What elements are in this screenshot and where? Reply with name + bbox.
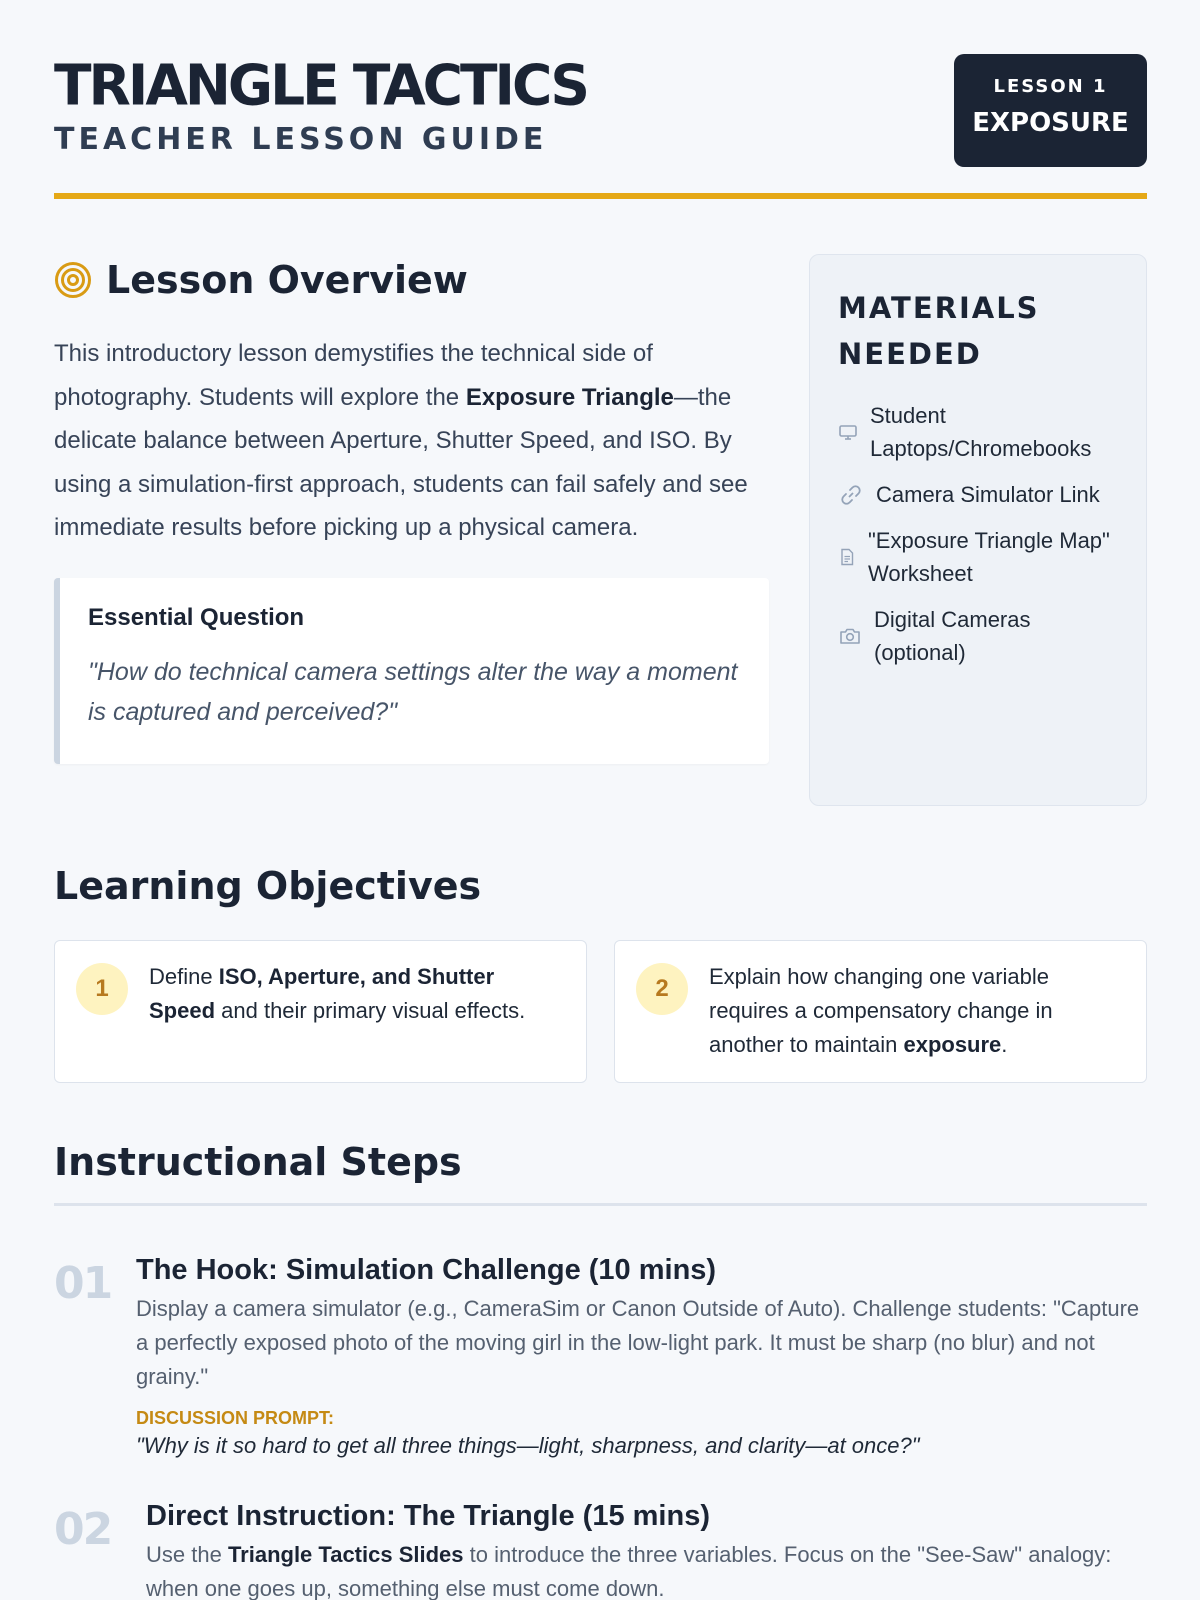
material-label: Digital Cameras (optional) — [874, 607, 1031, 665]
step-description: Display a camera simulator (e.g., CameraSim or Canon Outside of Auto). Challenge students: "Capture a perfectly exposed photo of the moving girl in the low-light park. It must be sharp (no blur) and not grainy." — [136, 1296, 1140, 1389]
objective-card — [614, 940, 1147, 1083]
discussion-prompt-label: DISCUSSION PROMPT: — [136, 1408, 335, 1428]
list-item — [838, 478, 1118, 511]
material-label: Camera Simulator Link — [876, 482, 1100, 507]
overview-text — [54, 332, 769, 550]
essential-question-box — [54, 578, 769, 764]
objective-text — [149, 960, 562, 1028]
objective-text-bold: ISO, Aperture, and Shutter Speed — [149, 964, 495, 1023]
objective-number: 2 — [636, 963, 688, 1015]
guide-subtitle: TEACHER LESSON GUIDE — [54, 122, 548, 157]
discussion-prompt-text: "Why is it so hard to get all three things—light, sharpness, and clarity—at once?" — [136, 1433, 920, 1458]
list-item — [838, 399, 1118, 465]
list-item — [838, 524, 1118, 590]
objective-text-post: and their primary visual effects. — [215, 998, 526, 1023]
objective-text-pre: Explain how changing one variable requires a compensatory change in another to maintain — [709, 964, 1053, 1057]
materials-panel — [809, 254, 1147, 806]
header-divider — [54, 193, 1147, 199]
overview-text-bold: Exposure Triangle — [465, 383, 674, 411]
overview-heading: Lesson Overview — [106, 258, 468, 302]
steps-heading: Instructional Steps — [54, 1140, 462, 1184]
objectives-heading: Learning Objectives — [54, 864, 482, 908]
step-description-post: to introduce the three variables. Focus on the "See-Saw" analogy: when one goes up, something else must come down. — [146, 1542, 1112, 1600]
step-description-bold: Triangle Tactics Slides — [227, 1542, 464, 1567]
step-description — [146, 1538, 1147, 1600]
materials-list — [838, 399, 1118, 669]
guide-title: TRIANGLE TACTICS — [54, 52, 587, 118]
steps-divider — [54, 1203, 1147, 1206]
list-item — [838, 603, 1118, 669]
link-icon — [838, 482, 864, 508]
objective-text-bold: exposure — [903, 1032, 1002, 1057]
lesson-overview — [54, 258, 769, 764]
essential-question-label: Essential Question — [88, 603, 305, 631]
objective-text — [709, 960, 1122, 1062]
lesson-name: EXPOSURE — [972, 108, 1129, 138]
material-label: Student Laptops/Chromebooks — [870, 403, 1092, 461]
step-description-pre: Use the — [146, 1542, 228, 1567]
overview-heading-row — [54, 258, 769, 302]
essential-question-text: "How do technical camera settings alter the way a moment is captured and perceived?" — [88, 657, 738, 726]
step-number: 02 — [54, 1504, 112, 1555]
lesson-badge — [954, 54, 1147, 167]
step-title: The Hook: Simulation Challenge (10 mins) — [136, 1254, 717, 1286]
header — [54, 52, 1147, 200]
step-number: 01 — [54, 1258, 112, 1309]
objective-number: 1 — [76, 963, 128, 1015]
objective-text-post: . — [1001, 1032, 1008, 1057]
objective-text-pre: Define — [149, 964, 219, 989]
overview-text-part-1: This introductory lesson demystifies the technical side of photography. Students will explore the — [54, 340, 653, 411]
step-title: Direct Instruction: The Triangle (15 mins) — [146, 1500, 710, 1532]
material-label: "Exposure Triangle Map" Worksheet — [868, 528, 1110, 586]
camera-icon — [838, 624, 862, 648]
lesson-guide-page — [54, 0, 1147, 1600]
step-body — [146, 1498, 1147, 1600]
document-icon — [838, 548, 856, 566]
target-icon — [54, 261, 92, 299]
laptop-icon — [838, 422, 858, 442]
objective-card — [54, 940, 587, 1083]
lesson-number: LESSON 1 — [993, 76, 1108, 97]
materials-heading: MATERIALS NEEDED — [838, 291, 1040, 371]
overview-text-part-2: —the delicate balance between Aperture, Shutter Speed, and ISO. By using a simulation-first approach, students can fail safely and see immediate results before picking up a physical camera. — [54, 383, 748, 541]
step-body — [136, 1252, 1147, 1461]
